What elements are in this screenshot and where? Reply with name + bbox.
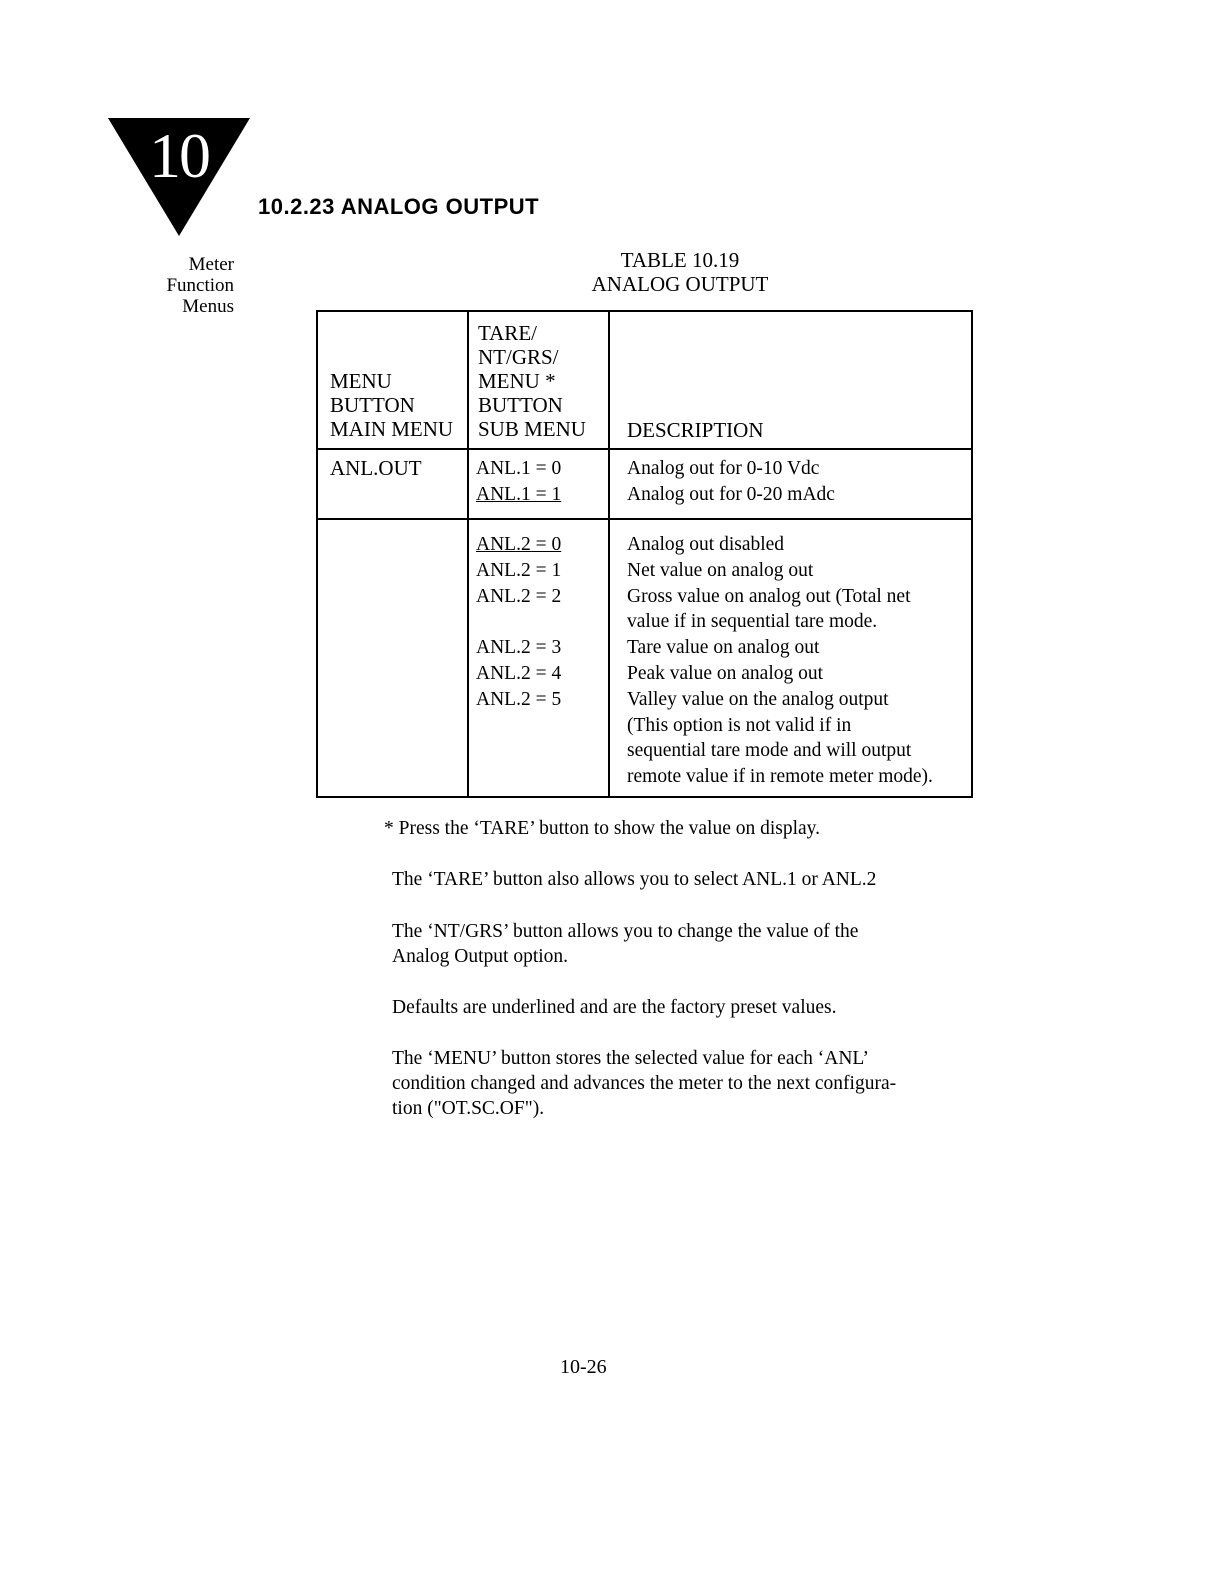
table-border-top (316, 310, 973, 312)
sidebar-line: Meter (188, 254, 234, 275)
note-line: tion ("OT.SC.OF"). (392, 1098, 545, 1119)
header-sub-menu (478, 321, 586, 441)
description-line: Tare value on analog out (627, 637, 820, 659)
sub-menu-option-default: ANL.2 = 0 (476, 534, 562, 555)
header-text: SUB MENU (478, 417, 586, 441)
header-text: TARE/ (478, 321, 537, 345)
sub-menu-option-default: ANL.1 = 1 (476, 483, 562, 505)
description-line: Peak value on analog out (627, 662, 824, 684)
sub-menu-option: ANL.2 = 5 (476, 688, 562, 710)
sub-menu-option: ANL.1 = 0 (476, 458, 562, 479)
table-column-divider (467, 310, 469, 798)
note-tare: The ‘TARE’ button also allows you to select ANL.1 or ANL.2 (392, 869, 877, 890)
note-line: condition changed and advances the meter to the next configura- (392, 1073, 897, 1094)
table-border-left (316, 310, 318, 798)
spacer (476, 609, 561, 635)
row2-sub-menu (476, 532, 561, 713)
header-main-menu (330, 369, 453, 441)
analog-output-table (316, 310, 973, 798)
row1-description (627, 456, 835, 508)
table-border-bottom (316, 796, 973, 798)
note-line: Analog Output option. (392, 946, 569, 967)
description-line: sequential tare mode and will output (627, 740, 912, 762)
page-number: 10-26 (560, 1356, 607, 1378)
description-line: Analog out for 0-20 mAdc (627, 483, 835, 505)
chapter-number: 10 (149, 120, 209, 191)
main-menu-value: ANL.OUT (330, 456, 422, 480)
header-text: NT/GRS/ (478, 345, 559, 369)
table-row-divider (316, 518, 973, 520)
table-border-right (971, 310, 973, 798)
sub-menu-option: ANL.2 = 2 (476, 585, 562, 607)
footnote: * Press the ‘TARE’ button to show the value on display. (384, 818, 821, 839)
description-line: remote value if in remote meter mode). (627, 766, 933, 788)
table-caption (480, 248, 880, 296)
header-text: MAIN MENU (330, 417, 454, 441)
note-menu (392, 1046, 982, 1121)
sub-menu-option: ANL.2 = 1 (476, 559, 562, 581)
sidebar-line: Menus (182, 296, 234, 317)
header-text: BUTTON (478, 393, 563, 417)
note-defaults: Defaults are underlined and are the factory preset values. (392, 997, 837, 1018)
row1-sub-menu (476, 456, 561, 508)
table-header-divider (316, 448, 973, 450)
row2-description (627, 532, 933, 790)
sidebar-label (120, 254, 234, 317)
table-title: ANALOG OUTPUT (591, 272, 769, 296)
description-line: Analog out disabled (627, 534, 785, 555)
sub-menu-option: ANL.2 = 3 (476, 637, 562, 659)
header-text: MENU (330, 369, 392, 393)
table-number: TABLE 10.19 (620, 248, 740, 272)
section-heading: 10.2.23 ANALOG OUTPUT (258, 194, 540, 219)
header-text: BUTTON (330, 393, 415, 417)
note-ntgrs (392, 919, 982, 969)
description-line: Analog out for 0-10 Vdc (627, 458, 820, 479)
header-description: DESCRIPTION (627, 418, 764, 442)
description-line: value if in sequential tare mode. (627, 611, 878, 633)
description-line: Valley value on the analog output (627, 688, 889, 710)
description-line: Gross value on analog out (Total net (627, 585, 911, 607)
note-line: The ‘NT/GRS’ button allows you to change the value of the (392, 921, 859, 942)
description-line: (This option is not valid if in (627, 714, 852, 736)
table-column-divider (608, 310, 610, 798)
description-line: Net value on analog out (627, 559, 814, 581)
note-line: The ‘MENU’ button stores the selected value for each ‘ANL’ (392, 1048, 870, 1069)
sub-menu-option: ANL.2 = 4 (476, 662, 562, 684)
header-text: MENU * (478, 369, 556, 393)
sidebar-line: Function (166, 275, 234, 296)
